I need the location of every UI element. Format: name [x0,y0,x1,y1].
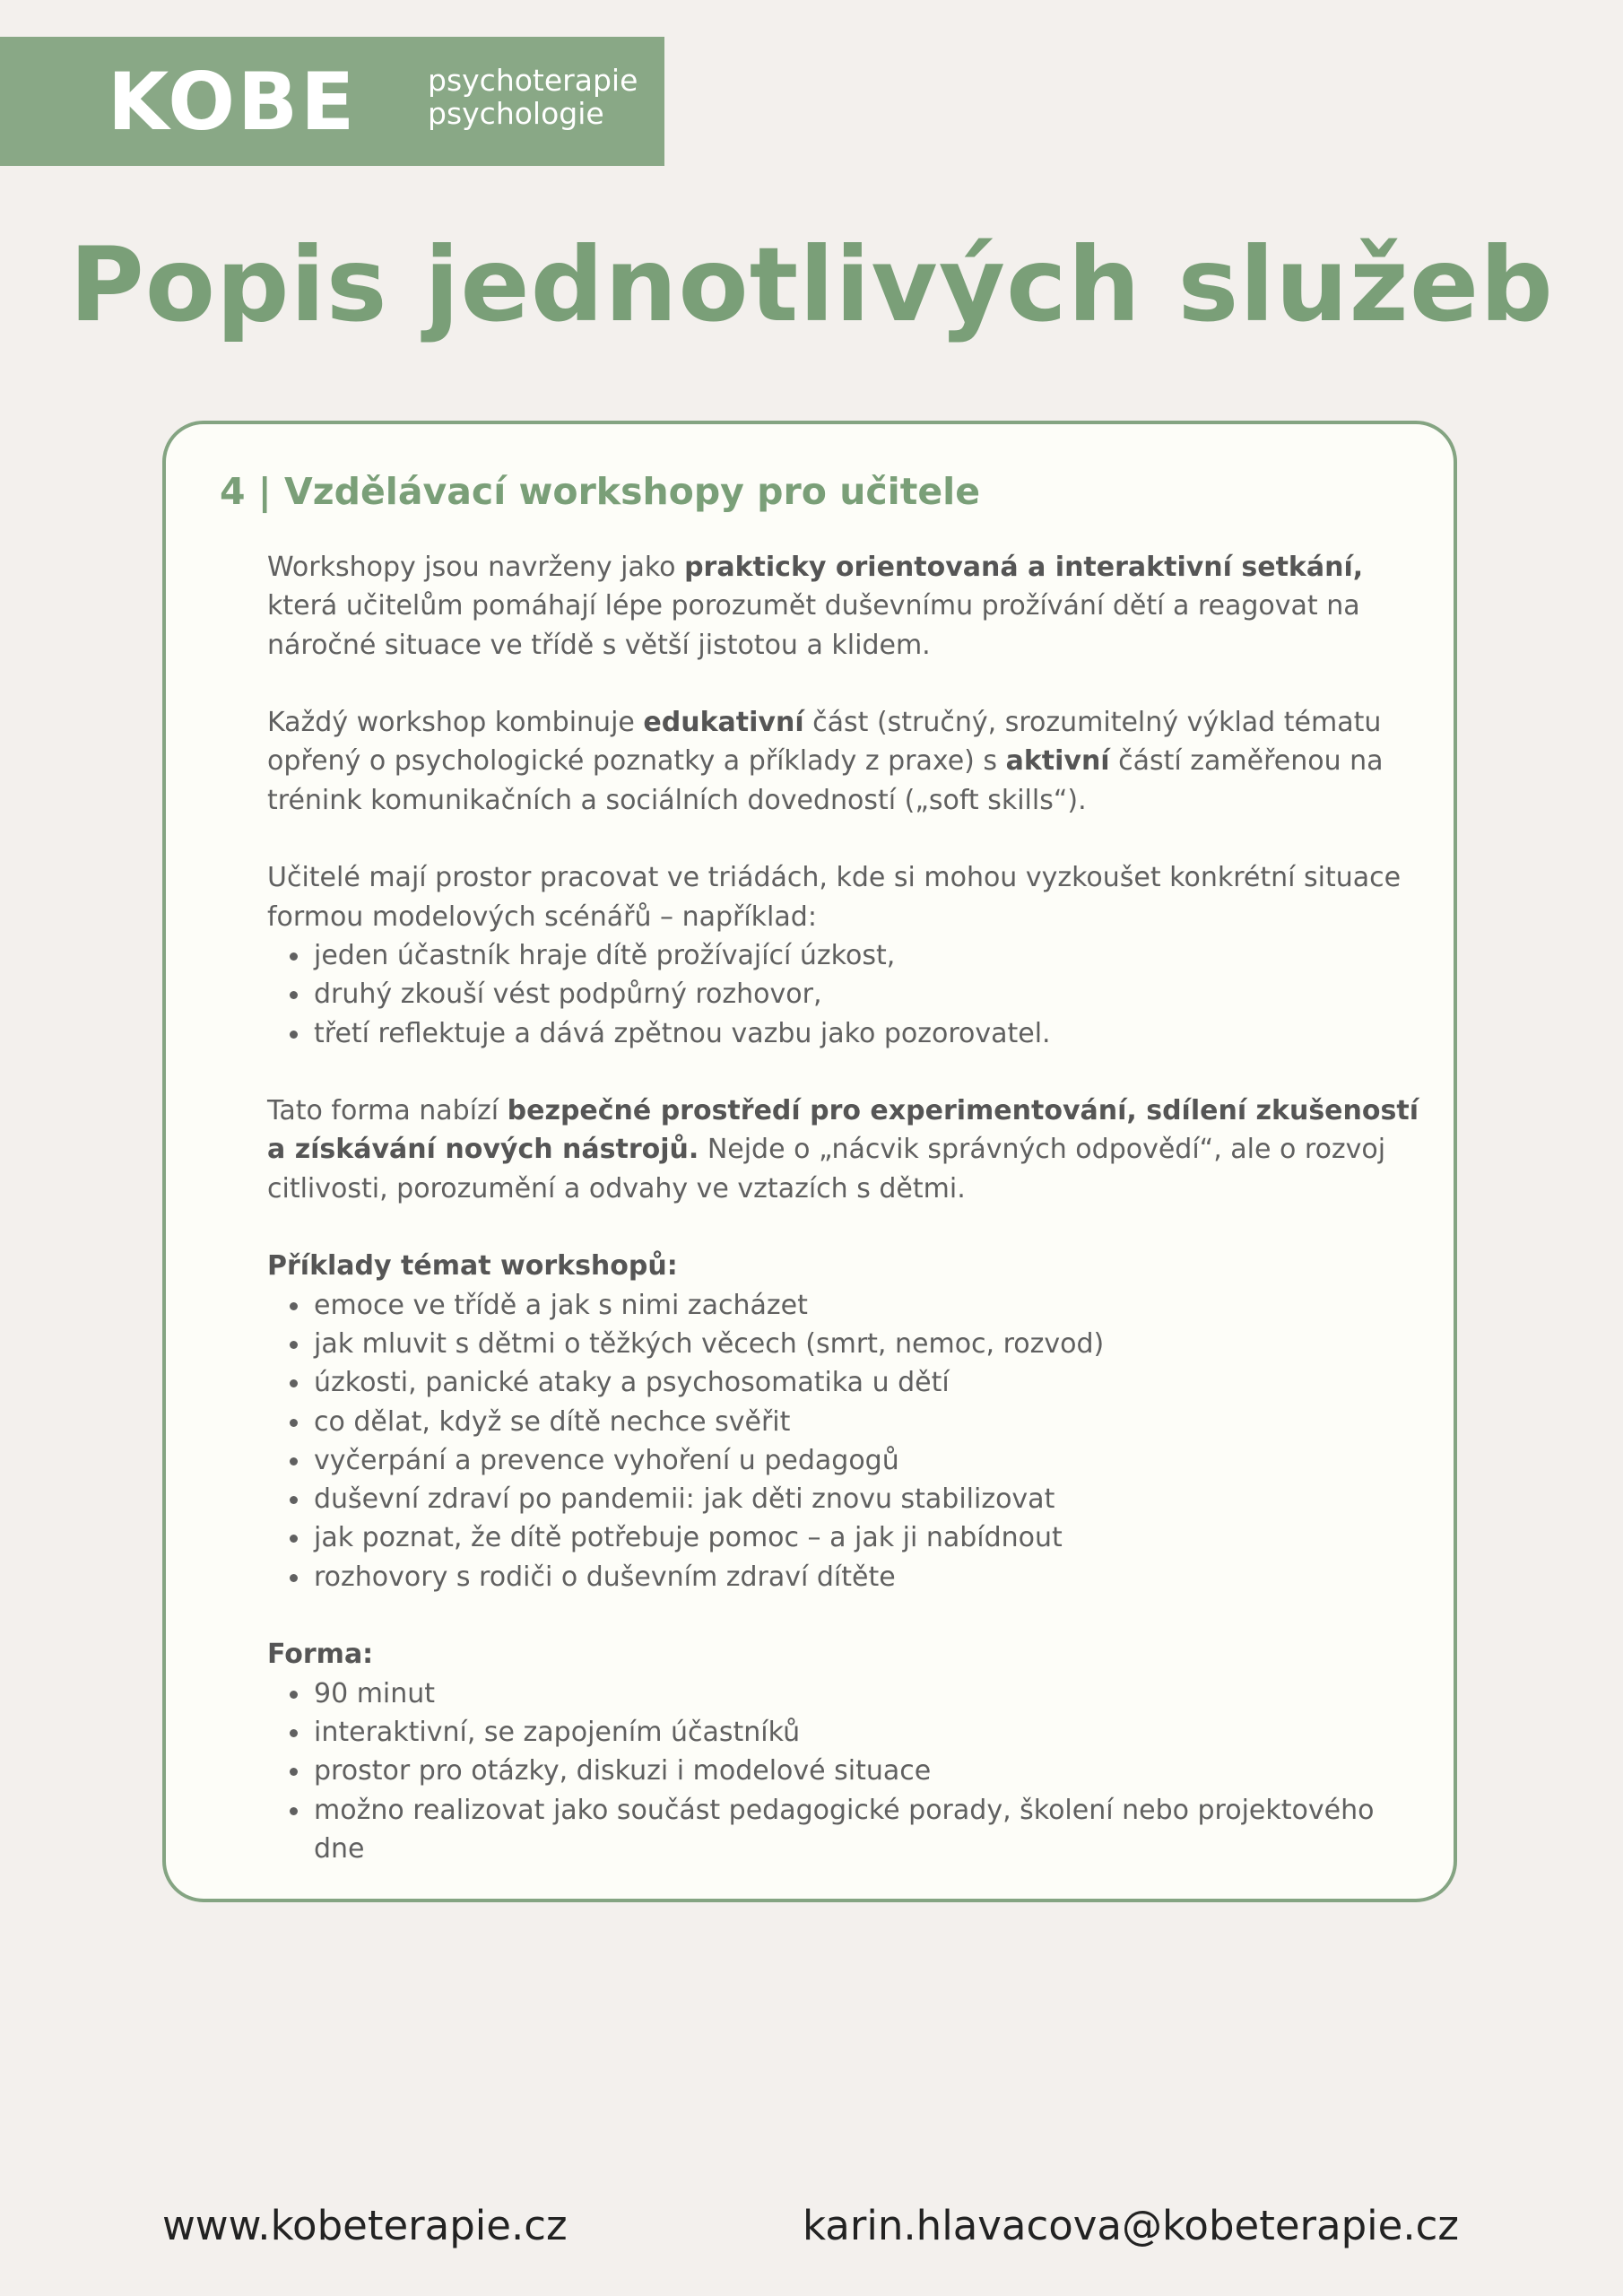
list-item: jak mluvit s dětmi o těžkých věcech (smrt, nemoc, rozvod) [267,1325,1424,1363]
list-item: 90 minut [267,1674,1424,1713]
form-heading: Forma: [267,1639,374,1671]
structure-text: Každý workshop kombinuje [267,707,644,739]
logo-subtitle-line2: psychologie [428,96,604,131]
structure-text-mid: část (stručný, srozumitelný výklad tématu opřený o psychologické poznatky a příklady z praxe) s [267,707,1382,778]
list-item: emoce ve třídě a jak s nimi zacházet [267,1286,1424,1325]
logo-subtitle-line1: psychoterapie [428,63,638,98]
logo-subtitle [428,64,638,130]
form-block [267,1635,1424,1868]
intro-highlight: prakticky orientovaná a interaktivní setkání, [684,552,1364,583]
paragraph-benefits [267,1091,1424,1208]
logo-banner [0,37,664,166]
benefits-text-end: Nejde o „nácvik správných odpovědí“, ale o rozvoj citlivosti, porozumění a odvahy ve vztazích s dětmi. [267,1134,1386,1205]
list-item: vyčerpání a prevence vyhoření u pedagogů [267,1441,1424,1480]
intro-text: Workshopy jsou navrženy jako [267,552,685,583]
paragraph-structure [267,703,1424,820]
triads-text: Učitelé mají prostor pracovat ve triádách, kde si mohou vyzkoušet konkrétní situace formou modelových scénářů – například: [267,862,1402,933]
list-item: duševní zdraví po pandemii: jak děti znovu stabilizovat [267,1480,1424,1518]
service-card [162,421,1457,1902]
list-item: co dělat, když se dítě nechce svěřit [267,1403,1424,1441]
form-list [267,1674,1424,1868]
section-title: 4 | Vzdělávací workshopy pro učitele [220,470,981,513]
list-item: druhý zkouší vést podpůrný rozhovor, [267,975,1424,1013]
paragraph-triads [267,858,1424,1052]
footer-email-link[interactable]: karin.hlavacova@kobeterapie.cz [803,2202,1460,2249]
page-title: Popis jednotlivých služeb [69,225,1554,344]
section-body [267,548,1424,1868]
list-item: třetí reflektuje a dává zpětnou vazbu jako pozorovatel. [267,1014,1424,1053]
benefits-highlight: bezpečné prostředí pro experimentování, sdílení zkušeností a získávání nových nástrojů. [267,1095,1419,1166]
paragraph-intro [267,548,1424,665]
list-item: jeden účastník hraje dítě prožívající úzkost, [267,936,1424,975]
footer-website-link[interactable]: www.kobeterapie.cz [162,2202,568,2249]
benefits-text: Tato forma nabízí [267,1095,508,1127]
list-item: jak poznat, že dítě potřebuje pomoc – a jak ji nabídnout [267,1518,1424,1557]
structure-text-end: částí zaměřenou na trénink komunikačních a sociálních dovedností („soft skills“). [267,745,1384,816]
structure-highlight-educational: edukativní [643,707,804,739]
structure-highlight-active: aktivní [1005,745,1110,778]
logo-wordmark: KOBE [108,56,358,148]
list-item: prostor pro otázky, diskuzi i modelové situace [267,1752,1424,1790]
list-item: úzkosti, panické ataky a psychosomatika u dětí [267,1363,1424,1402]
list-item: rozhovory s rodiči o duševním zdraví dítěte [267,1558,1424,1596]
topics-block [267,1247,1424,1596]
intro-text-end: která učitelům pomáhají lépe porozumět duševnímu prožívání dětí a reagovat na náročné situace ve třídě s větší jistotou a klidem. [267,590,1360,661]
topics-list [267,1286,1424,1596]
topics-heading: Příklady témat workshopů: [267,1250,678,1283]
list-item: možno realizovat jako součást pedagogické porady, školení nebo projektového dne [267,1791,1424,1869]
triads-list [267,936,1424,1053]
list-item: interaktivní, se zapojením účastníků [267,1713,1424,1752]
